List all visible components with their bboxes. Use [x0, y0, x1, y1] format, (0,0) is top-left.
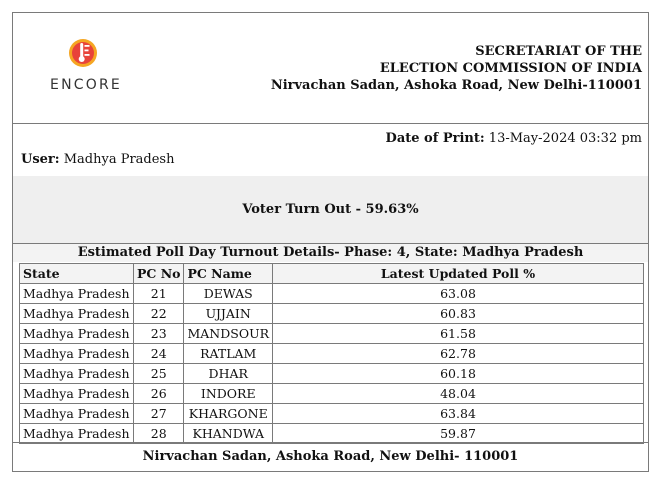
table-row	[20, 364, 644, 384]
cell-pc-no: 26	[134, 384, 184, 404]
issuer-line-2: ELECTION COMMISSION OF INDIA	[379, 61, 642, 76]
col-header-pc-no: PC No	[134, 264, 184, 284]
table-row	[20, 284, 644, 304]
cell-poll-percent: 61.58	[273, 324, 644, 344]
cell-poll-percent: 48.04	[273, 384, 644, 404]
turnout-table	[19, 263, 644, 444]
cell-poll-percent: 63.84	[273, 404, 644, 424]
report-header	[13, 13, 648, 124]
issuer-address: Nirvachan Sadan, Ashoka Road, New Delhi-110001	[270, 78, 642, 93]
table-row	[20, 344, 644, 364]
cell-pc-no: 21	[134, 284, 184, 304]
col-header-poll-percent: Latest Updated Poll %	[273, 264, 644, 284]
cell-state: Madhya Pradesh	[20, 304, 134, 324]
encore-logo	[31, 35, 141, 105]
issuer-line-1: SECRETARIAT OF THE	[475, 44, 642, 59]
thermometer-e-logo-icon	[68, 38, 98, 68]
cell-state: Madhya Pradesh	[20, 324, 134, 344]
cell-state: Madhya Pradesh	[20, 424, 134, 444]
logo-wordmark: ENCORE	[50, 77, 122, 93]
cell-pc-name: DHAR	[184, 364, 273, 384]
table-row	[20, 424, 644, 444]
table-row	[20, 384, 644, 404]
footer-address: Nirvachan Sadan, Ashoka Road, New Delhi- 110001	[13, 442, 648, 471]
user-print-row	[13, 123, 648, 177]
col-header-pc-name: PC Name	[184, 264, 273, 284]
cell-state: Madhya Pradesh	[20, 384, 134, 404]
cell-pc-name: KHANDWA	[184, 424, 273, 444]
print-date-value: 13-May-2024 03:32 pm	[488, 131, 642, 146]
cell-pc-name: KHARGONE	[184, 404, 273, 424]
user-field	[21, 152, 174, 167]
user-label: User:	[21, 152, 60, 167]
cell-pc-no: 28	[134, 424, 184, 444]
cell-poll-percent: 62.78	[273, 344, 644, 364]
cell-pc-no: 23	[134, 324, 184, 344]
table-caption: Estimated Poll Day Turnout Details- Phase: 4, State: Madhya Pradesh	[13, 244, 648, 262]
cell-pc-name: UJJAIN	[184, 304, 273, 324]
cell-poll-percent: 59.87	[273, 424, 644, 444]
cell-state: Madhya Pradesh	[20, 364, 134, 384]
cell-pc-name: MANDSOUR	[184, 324, 273, 344]
print-date-label: Date of Print:	[385, 131, 485, 146]
table-header-row	[20, 264, 644, 284]
cell-state: Madhya Pradesh	[20, 344, 134, 364]
col-header-state: State	[20, 264, 134, 284]
cell-pc-name: DEWAS	[184, 284, 273, 304]
report-frame	[12, 12, 649, 472]
issuer-block	[271, 43, 642, 94]
cell-poll-percent: 60.83	[273, 304, 644, 324]
table-row	[20, 404, 644, 424]
cell-pc-no: 25	[134, 364, 184, 384]
table-row	[20, 324, 644, 344]
cell-state: Madhya Pradesh	[20, 284, 134, 304]
turnout-panel	[13, 176, 648, 244]
cell-pc-no: 24	[134, 344, 184, 364]
voter-turnout-summary: Voter Turn Out - 59.63%	[242, 202, 419, 217]
cell-pc-name: RATLAM	[184, 344, 273, 364]
cell-pc-no: 27	[134, 404, 184, 424]
cell-poll-percent: 63.08	[273, 284, 644, 304]
user-value: Madhya Pradesh	[63, 152, 175, 167]
cell-pc-name: INDORE	[184, 384, 273, 404]
cell-state: Madhya Pradesh	[20, 404, 134, 424]
cell-poll-percent: 60.18	[273, 364, 644, 384]
table-row	[20, 304, 644, 324]
cell-pc-no: 22	[134, 304, 184, 324]
print-date-field	[386, 131, 642, 146]
